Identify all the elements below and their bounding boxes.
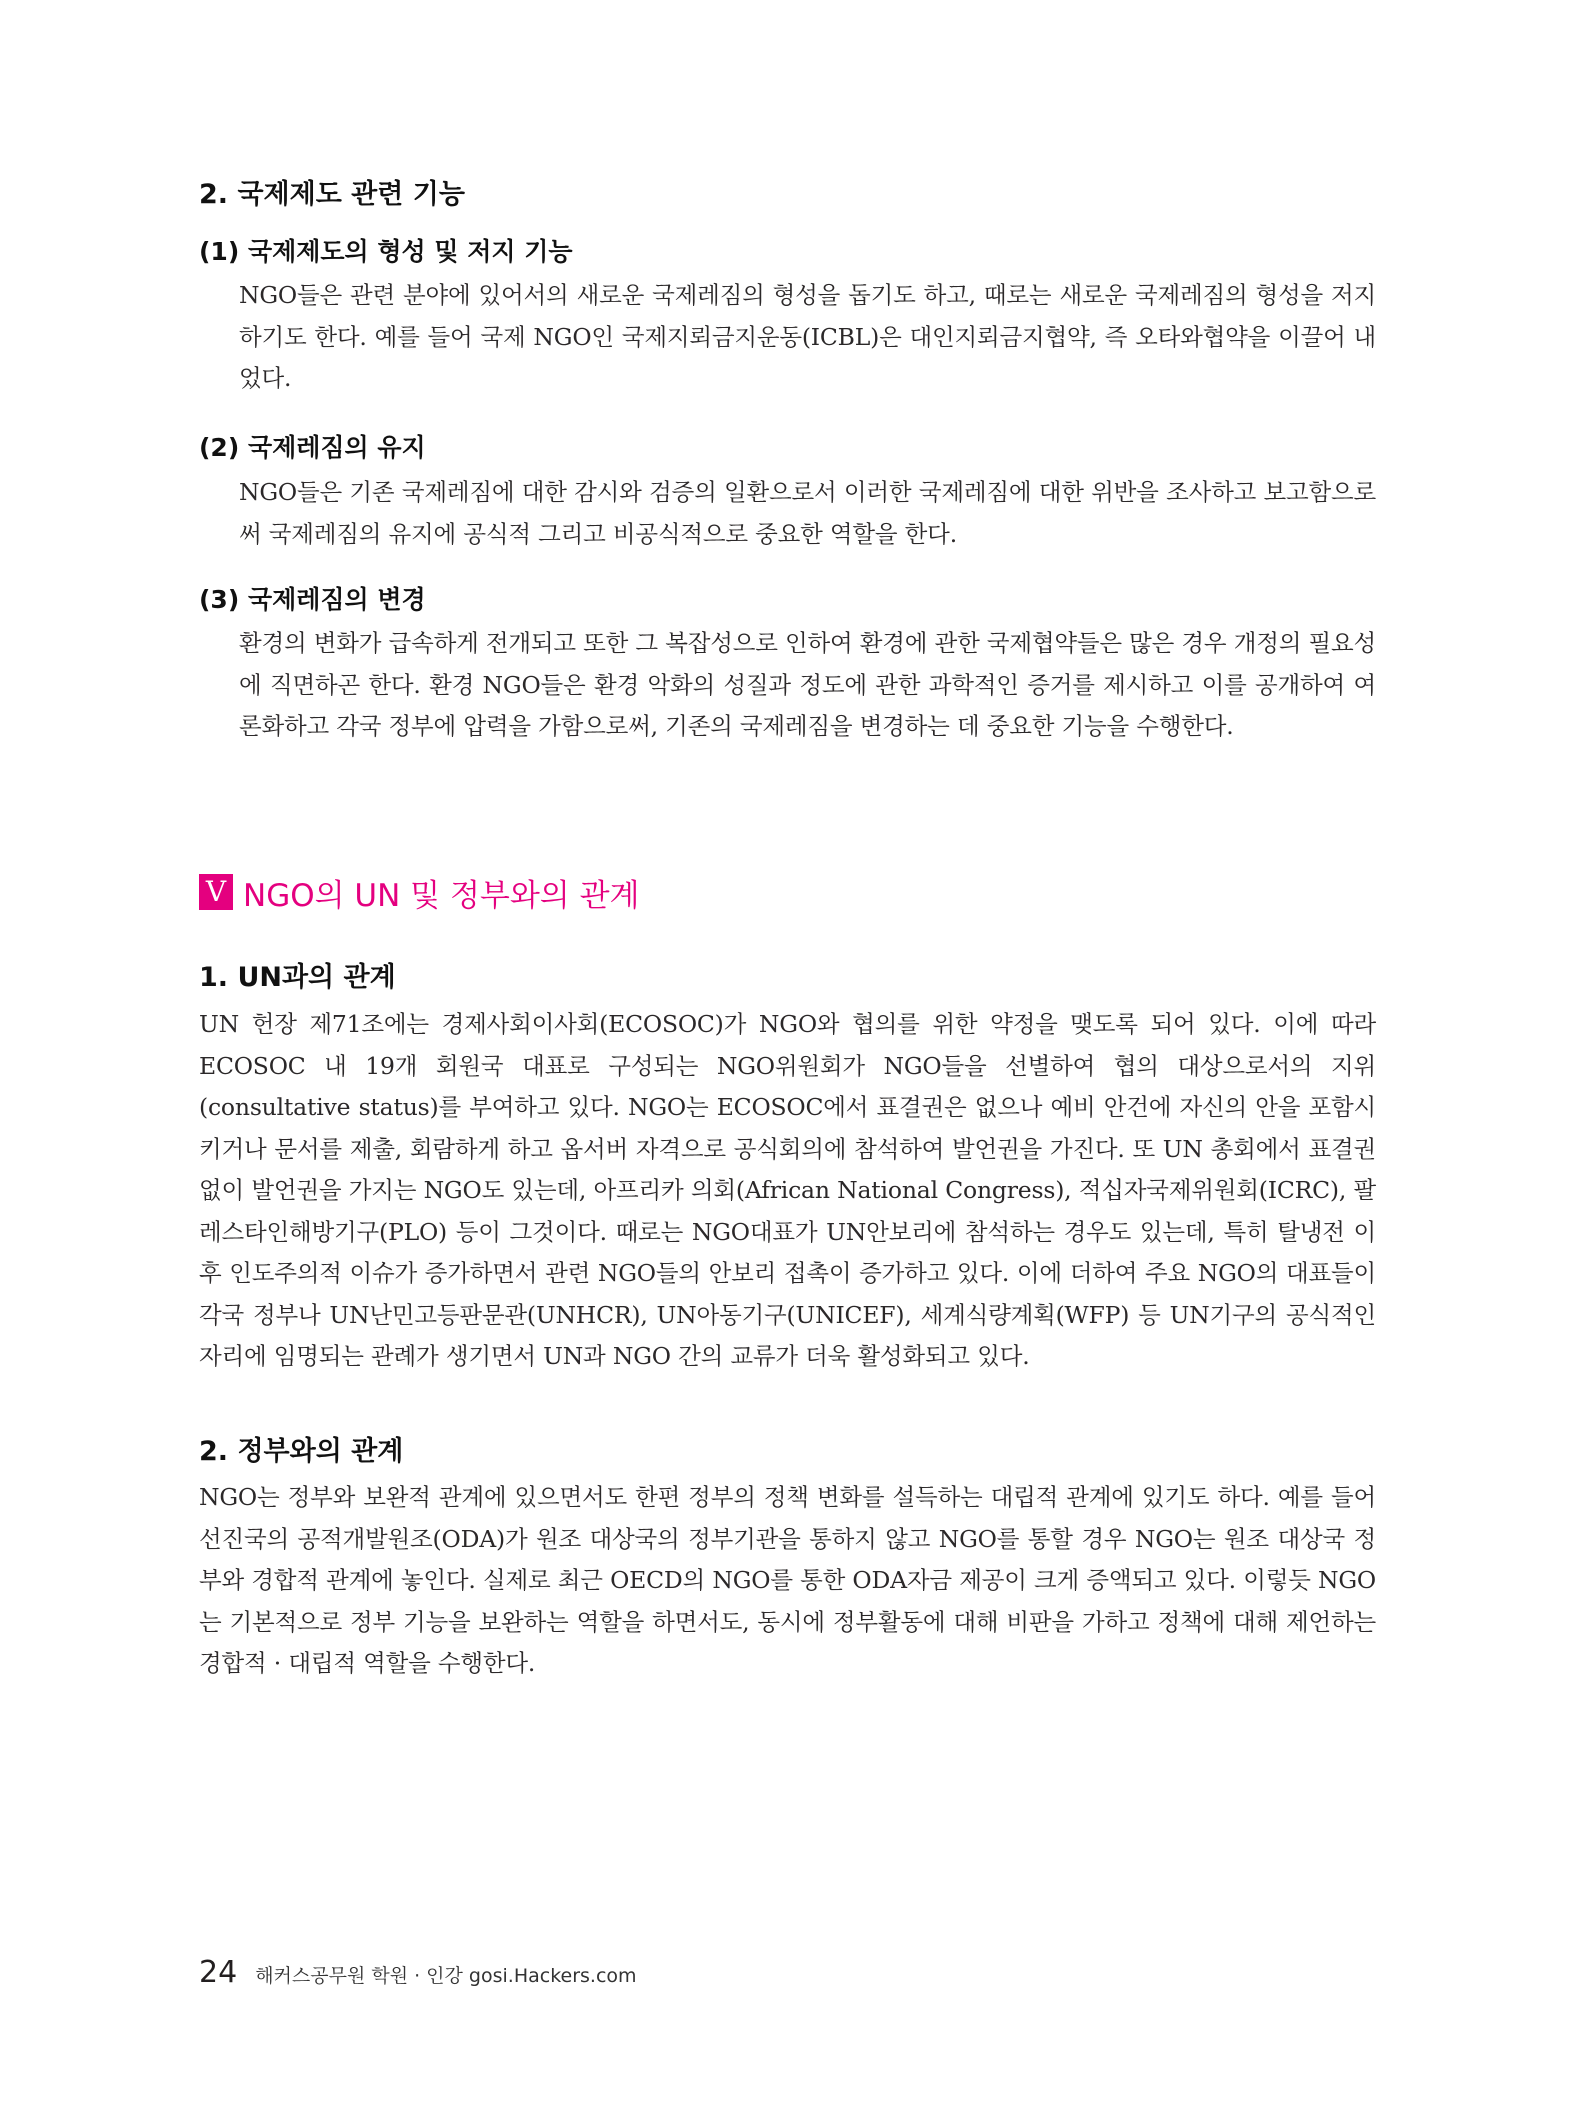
section-v-title: NGO의 UN 및 정부와의 관계 — [243, 877, 640, 914]
paragraph-government-relations: NGO는 정부와 보완적 관계에 있으면서도 한편 정부의 정책 변화를 설득하는 대립적 관계에 있기도 하다. 예를 들어 선진국의 공적개발원조(ODA)가 원조 대상국의 정부기관을 통하지 않고 NGO를 통할 경우 NGO는 원조 대상국 정부와 경합적 관계에 놓인다. 실제로 최근 OECD의 NGO를 통한 ODA자금 제공이 크게 증액되고 있다. 이렇듯 NGO는 기본적으로 정부 기능을 보완하는 역할을 하면서도, 동시에 정부활동에 대해 비판을 가하고 정책에 대해 제언하는 경합적 · 대립적 역할을 수행한다. — [199, 1483, 1377, 1677]
section-heading-un-relations: 1. UN과의 관계 — [199, 962, 396, 993]
paragraph-maintenance: NGO들은 기존 국제레짐에 대한 감시와 검증의 일환으로서 이러한 국제레짐에 대한 위반을 조사하고 보고함으로써 국제레짐의 유지에 공식적 그리고 비공식적으로 중요한 역할을 한다. — [239, 478, 1376, 548]
section-heading-government-relations: 2. 정부와의 관계 — [199, 1436, 404, 1467]
paragraph-un-relations: UN 헌장 제71조에는 경제사회이사회(ECOSOC)가 NGO와 협의를 위한 약정을 맺도록 되어 있다. 이에 따라 ECOSOC 내 19개 회원국 대표로 구성되는 NGO위원회가 NGO들을 선별하여 협의 대상으로서의 지위(consultative status)를 부여하고 있다. NGO는 ECOSOC에서 표결권은 없으나 예비 안건에 자신의 안을 포함시키거나 문서를 제출, 회람하게 하고 옵서버 자격으로 공식회의에 참석하여 발언권을 가진다. 또 UN 총회에서 표결권 없이 발언권을 가지는 NGO도 있는데, 아프리카 의회(African National Congress), 적십자국제위원회(ICRC), 팔레스타인해방기구(PLO) 등이 그것이다. 때로는 NGO대표가 UN안보리에 참석하는 경우도 있는데, 특히 탈냉전 이후 인도주의적 이슈가 증가하면서 관련 NGO들의 안보리 접촉이 증가하고 있다. 이에 더하여 주요 NGO의 대표들이 각국 정부나 UN난민고등판문관(UNHCR), UN아동기구(UNICEF), 세계식량계획(WFP) 등 UN기구의 공식적인 자리에 임명되는 관례가 생기면서 UN과 NGO 간의 교류가 더욱 활성화되고 있다. — [199, 1010, 1376, 1370]
footer-publisher-text: 해커스공무원 학원 · 인강 gosi.Hackers.com — [255, 1965, 637, 1987]
subsection-heading-formation: (1) 국제제도의 형성 및 저지 기능 — [199, 237, 573, 266]
page-footer — [199, 1955, 637, 1990]
paragraph-change: 환경의 변화가 급속하게 전개되고 또한 그 복잡성으로 인하여 환경에 관한 국제협약들은 많은 경우 개정의 필요성에 직면하곤 한다. 환경 NGO들은 환경 악화의 성질과 정도에 관한 과학적인 증거를 제시하고 이를 공개하여 여론화하고 각국 정부에 압력을 가함으로써, 기존의 국제레짐을 변경하는 데 중요한 기능을 수행한다. — [239, 629, 1376, 740]
section-v-header — [199, 872, 639, 912]
paragraph-formation: NGO들은 관련 분야에 있어서의 새로운 국제레짐의 형성을 돕기도 하고, 때로는 새로운 국제레짐의 형성을 저지하기도 한다. 예를 들어 국제 NGO인 국제지뢰금지운동(ICBL)은 대인지뢰금지협약, 즉 오타와협약을 이끌어 내었다. — [239, 281, 1376, 392]
subsection-heading-change: (3) 국제레짐의 변경 — [199, 585, 426, 614]
section-number-badge: V — [199, 874, 233, 910]
subsection-heading-maintenance: (2) 국제레짐의 유지 — [199, 433, 426, 462]
section-heading-institutional-functions: 2. 국제제도 관련 기능 — [199, 179, 465, 210]
page-number: 24 — [199, 1955, 238, 1990]
